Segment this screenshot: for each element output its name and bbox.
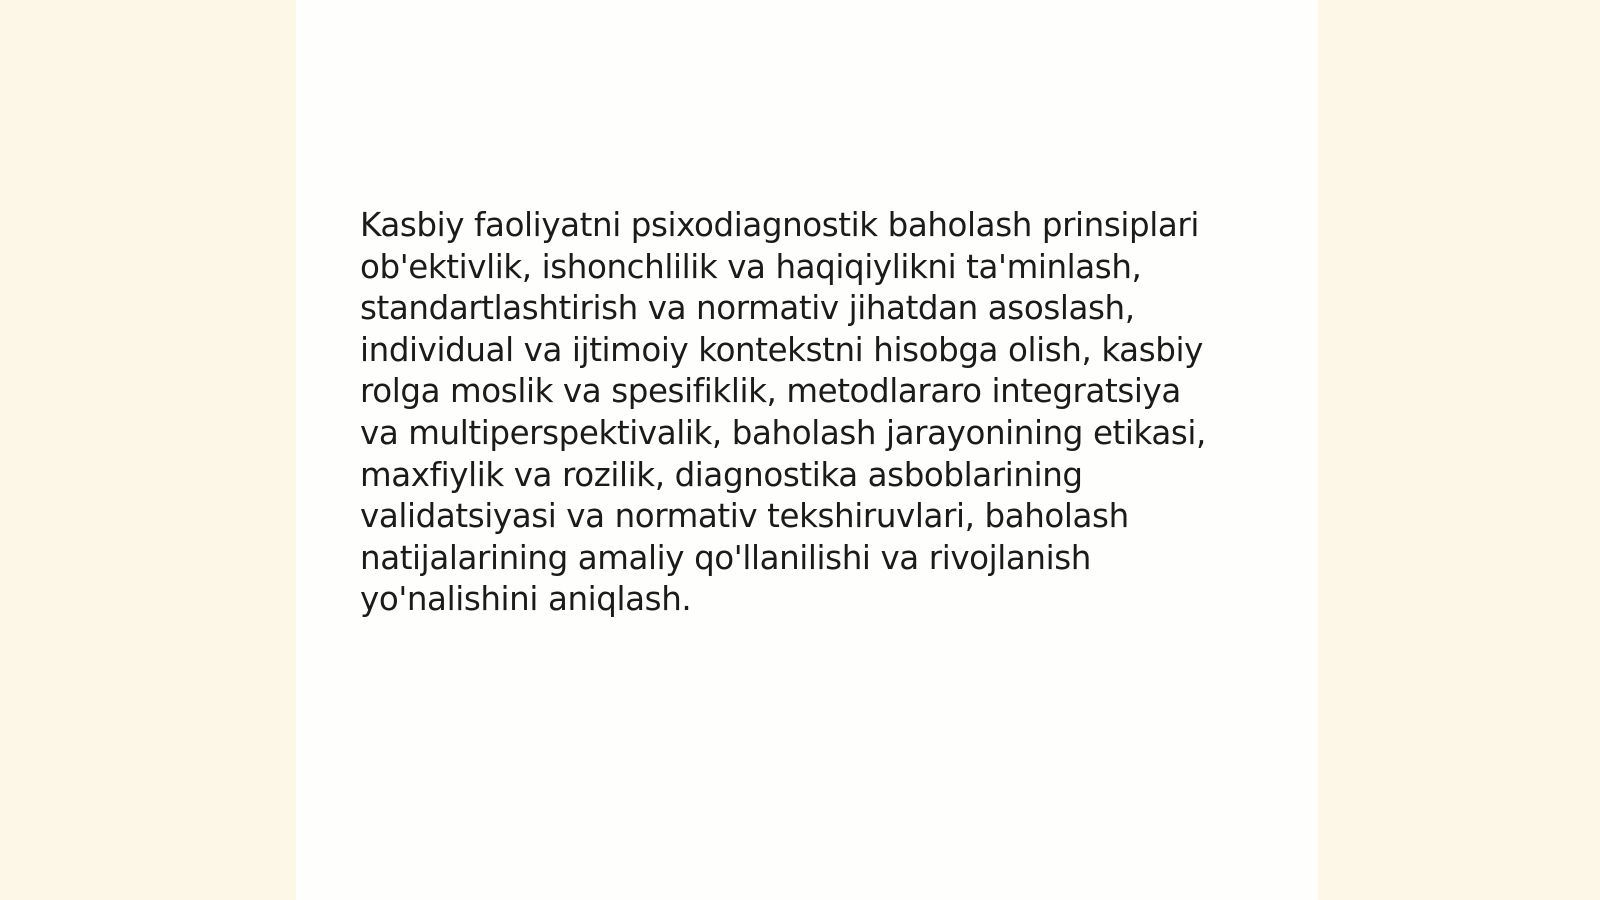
paragraph-line: ob'ektivlik, ishonchlilik va haqiqiylikni ta'minlash, — [360, 247, 1142, 286]
paragraph-line: individual va ijtimoiy kontekstni hisobga olish, kasbiy — [360, 330, 1203, 369]
paragraph-line: va multiperspektivalik, baholash jarayonining etikasi, — [360, 413, 1206, 452]
paragraph-line: validatsiyasi va normativ tekshiruvlari, baholash — [360, 497, 1129, 536]
paragraph-line: Kasbiy faoliyatni psixodiagnostik baholash prinsiplari — [360, 206, 1199, 244]
paragraph-line: rolga moslik va spesifiklik, metodlararo integratsiya — [360, 372, 1181, 411]
paragraph-line: maxfiylik va rozilik, diagnostika asboblarining — [360, 455, 1083, 494]
paragraph-line: natijalarining amaliy qo'llanilishi va rivojlanish — [360, 538, 1091, 577]
document-page — [296, 0, 1318, 900]
paragraph-line: yo'nalishini aniqlash. — [360, 580, 692, 619]
body-paragraph — [360, 205, 1260, 621]
paragraph-line: standartlashtirish va normativ jihatdan asoslash, — [360, 289, 1135, 328]
